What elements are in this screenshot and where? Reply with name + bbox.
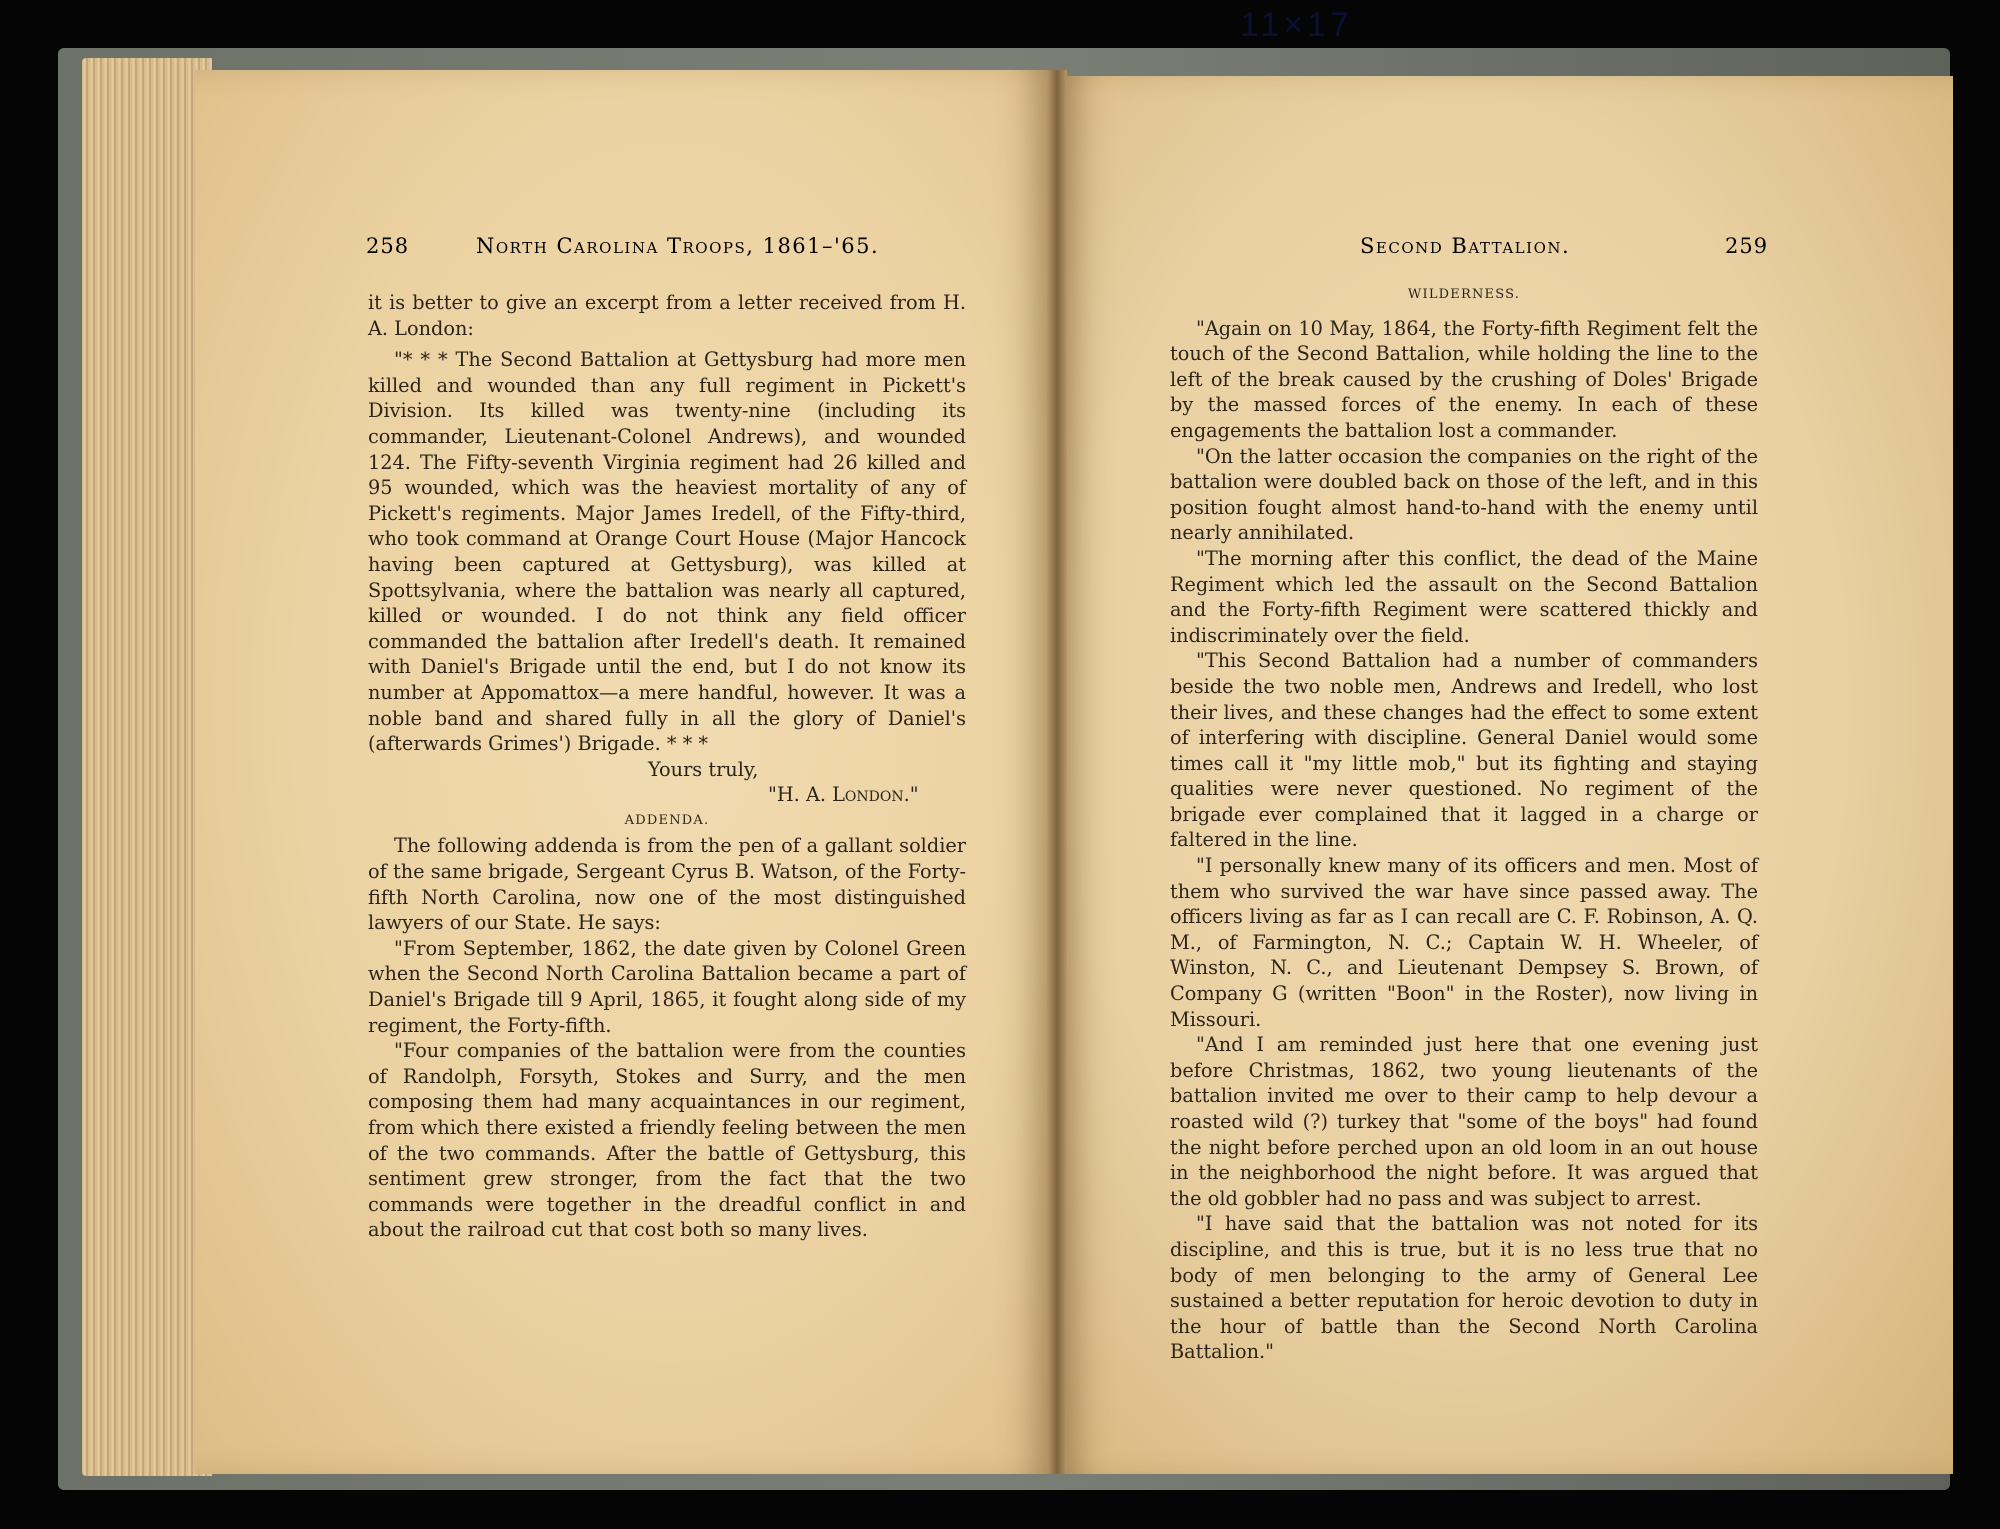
- right-running-head: [1170, 234, 1769, 264]
- addenda-paragraph: The following addenda is from the pen of a gallant soldier of the same brigade, Sergeant Cyrus B. Watson, of the Forty-fifth North Carolina, now one of the most distinguished lawyers of our State. He says:: [368, 834, 966, 935]
- addenda-paragraph: "Four companies of the battalion were from the counties of Randolph, Forsyth, Stokes and Surry, and the men composing them had many acquaintances in our regiment, from which there existed a friendly feeling between the men of the two commands. After the battle of Gettysburg, this sentiment grew stronger, from the fact that the two commands were together in the dreadful conflict in and about the railroad cut that cost both so many lives.: [368, 1039, 966, 1242]
- right-paragraph: "This Second Battalion had a number of commanders beside the two noble men, Andrews and Iredell, who lost their lives, and these changes had the effect to some extent of interfering with discipline. General Daniel would some times call it "my little mob," but its fighting and staying qualities were never questioned. No regiment of the brigade ever complained that it lagged in a charge or faltered in the line.: [1170, 649, 1758, 852]
- left-running-title: North Carolina Troops, 1861–'65.: [476, 234, 880, 258]
- right-page-number: 259: [1725, 234, 1769, 258]
- left-page-number: 258: [366, 234, 410, 258]
- right-paragraph: "Again on 10 May, 1864, the Forty-fifth Regiment felt the touch of the Second Battalion, while holding the line to the left of the break caused by the crushing of Doles' Brigade by the massed forces of the enemy. In each of these engagements the battalion lost a commander.: [1170, 316, 1758, 442]
- left-running-head: [366, 234, 966, 264]
- scan-size-label: 11×17: [1240, 6, 1353, 44]
- left-paragraph: it is better to give an excerpt from a letter received from H. A. London:: [368, 291, 966, 340]
- scan-size-marker: [1240, 6, 1600, 44]
- wilderness-heading: WILDERNESS.: [1407, 287, 1521, 302]
- left-text-block: [368, 290, 966, 1243]
- letter-closing: Yours truly,: [648, 757, 759, 781]
- right-paragraph: "And I am reminded just here that one evening just before Christmas, 1862, two young lieutenants of the battalion invited me over to their camp to help devour a roasted wild (?) turkey that "some of the boys" had found the night before perched upon an old loom in an out house in the neighborhood the night before. It was argued that the old gobbler had no pass and was subject to arrest.: [1170, 1033, 1758, 1210]
- addenda-heading: ADDENDA.: [624, 812, 710, 828]
- right-paragraph: "I personally knew many of its officers and men. Most of them who survived the war have since passed away. The officers living as far as I can recall are C. F. Robinson, A. Q. M., of Farmington, N. C.; Captain W. H. Wheeler, of Winston, N. C., and Lieutenant Dempsey S. Brown, of Company G (written "Boon" in the Roster), now living in Missouri.: [1170, 854, 1758, 1031]
- right-text-block: [1170, 278, 1758, 1365]
- page-edges: [82, 58, 212, 1476]
- addenda-paragraph: "From September, 1862, the date given by Colonel Green when the Second North Carolina Battalion became a part of Daniel's Brigade till 9 April, 1865, it fought along side of my regiment, the Forty-fifth.: [368, 936, 966, 1037]
- book-gutter: [1047, 70, 1067, 1474]
- left-paragraph: "* * * The Second Battalion at Gettysburg had more men killed and wounded than any full regiment in Pickett's Division. Its killed was twenty-nine (including its commander, Lieutenant-Colonel Andrews), and wounded 124. The Fifty-seventh Virginia regiment had 26 killed and 95 wounded, which was the heaviest mortality of any of Pickett's regiments. Major James Iredell, of the Fifty-third, who took command at Orange Court House (Major Hancock having been captured at Gettysburg), was killed at Spottsylvania, where the battalion was nearly all captured, killed or wounded. I do not think any field officer commanded the battalion after Iredell's death. It remained with Daniel's Brigade until the end, but I do not know its number at Appomattox—a mere handful, however. It was a noble band and shared fully in all the glory of Daniel's (afterwards Grimes') Brigade. * * *: [368, 348, 966, 756]
- right-paragraph: "The morning after this conflict, the dead of the Maine Regiment which led the assault on the Second Battalion and the Forty-fifth Regiment were scattered thickly and indiscriminately over the field.: [1170, 546, 1758, 647]
- right-paragraph: "I have said that the battalion was not noted for its discipline, and this is true, but it is no less true that no body of men belonging to the army of General Lee sustained a better reputation for heroic devotion to duty in the hour of battle than the Second North Carolina Battalion.": [1170, 1212, 1758, 1364]
- right-paragraph: "On the latter occasion the companies on the right of the battalion were doubled back on those of the left, and in this position fought almost hand-to-hand with the enemy until nearly annihilated.: [1170, 444, 1758, 545]
- letter-signature: "H. A. London.": [768, 783, 919, 807]
- right-running-title: Second Battalion.: [1360, 234, 1571, 258]
